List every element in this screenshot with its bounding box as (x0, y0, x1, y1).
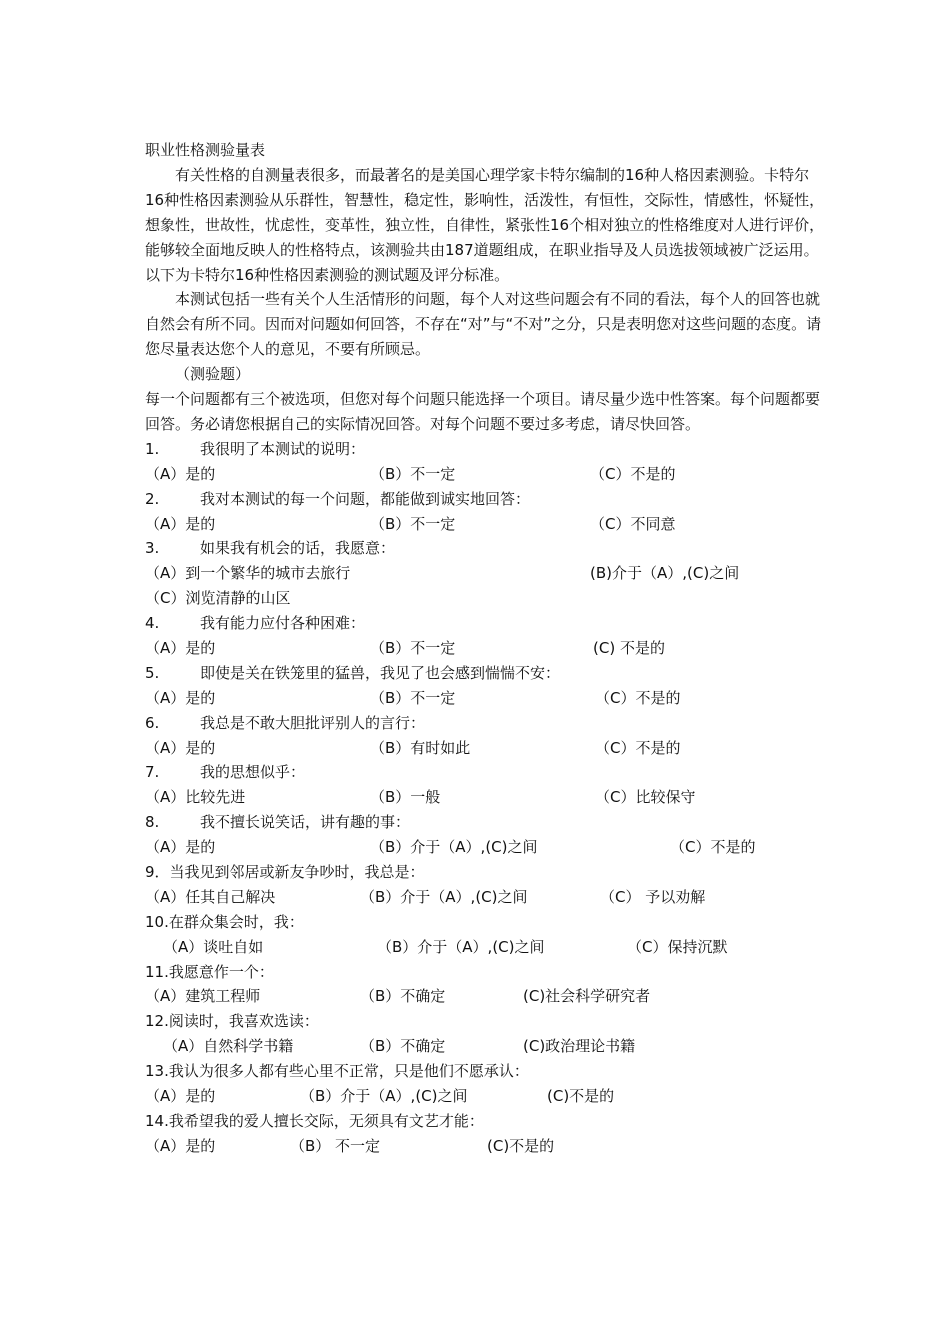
answer-option-c[interactable]: (C)社会科学研究者 (523, 987, 651, 1006)
question-number: 11. (145, 962, 169, 981)
answer-options-row (145, 885, 825, 910)
answer-options-row (145, 984, 825, 1009)
answer-option-c[interactable]: （C）不是的 (590, 464, 676, 483)
question-10 (145, 910, 825, 935)
answer-options-row (145, 636, 825, 661)
answer-option-c[interactable]: (C)不是的 (487, 1136, 555, 1155)
answer-options-row (145, 462, 825, 487)
page-title: 职业性格测验量表 (145, 141, 266, 159)
question-9 (145, 860, 825, 885)
answer-options-row (145, 561, 825, 586)
answer-options-row (145, 1084, 825, 1109)
question-text: 我不擅长说笑话，讲有趣的事： (200, 813, 411, 832)
question-number: 7. (145, 763, 160, 782)
question-14 (145, 1109, 825, 1134)
answer-option-b[interactable]: (B)介于（A）,(C)之间 (590, 564, 740, 583)
question-12 (145, 1009, 825, 1034)
answer-option-a[interactable]: （A）谈吐自如 (163, 937, 264, 956)
question-text: 如果我有机会的话，我愿意： (200, 539, 396, 558)
answer-option-a[interactable]: （A）建筑工程师 (145, 987, 261, 1006)
answer-option-c[interactable]: (C) 不是的 (593, 638, 665, 657)
answer-option-b[interactable]: （B）介于（A）,(C)之间 (300, 1087, 468, 1105)
answer-option-c[interactable]: （C）比较保守 (595, 788, 696, 807)
question-text: 阅读时，我喜欢选读： (168, 1012, 319, 1031)
answer-option-b[interactable]: （B）不一定 (370, 464, 456, 483)
question-1 (145, 437, 825, 462)
intro-paragraph-1: 有关性格的自测量表很多，而最著名的是美国心理学家卡特尔编制的16种人格因素测验。卡特尔16种性格因素测验从乐群性，智慧性，稳定性，影响性，活泼性，有恒性，交际性，情感性，怀疑性，想象性，世故性，忧虑性，变革性，独立性，自律性，紧张性16个相对独立的性格维度对人进行评价，能够较全面地反映人的性格特点，该测验共由187道题组成，在职业指导及人员选拔领域被广泛运用。以下为卡特尔16种性格因素测验的测试题及评分标准。 (145, 165, 825, 284)
question-8 (145, 810, 825, 835)
answer-option-c[interactable]: (C)政治理论书籍 (523, 1037, 636, 1056)
question-number: 9． (145, 862, 170, 881)
answer-option-b[interactable]: （B）介于（A）,(C)之间 (377, 937, 545, 956)
question-text: 在群众集会时，我： (168, 912, 304, 931)
question-text: 我对本测试的每一个问题，都能做到诚实地回答： (200, 489, 531, 508)
question-2 (145, 487, 825, 512)
answer-option-b[interactable]: （B）介于（A）,(C)之间 (370, 838, 538, 857)
answer-option-c[interactable]: （C）不是的 (670, 838, 756, 857)
answer-option-b[interactable]: （B）一般 (370, 788, 441, 807)
question-13 (145, 1059, 825, 1084)
answer-option-c[interactable]: （C） 予以劝解 (600, 887, 706, 906)
answer-option-c[interactable]: （C）不是的 (595, 688, 681, 707)
answer-option-b[interactable]: （B）有时如此 (370, 738, 471, 757)
question-list (145, 437, 825, 1159)
answer-option-c[interactable]: （C）不同意 (590, 514, 676, 533)
question-number: 10. (145, 912, 169, 931)
question-number: 6. (145, 713, 160, 732)
answer-option-a[interactable]: （A）任其自己解决 (145, 887, 276, 906)
question-text: 我希望我的爱人擅长交际，无须具有文艺才能： (168, 1111, 484, 1130)
answer-options-row (145, 1034, 825, 1059)
answer-option-a[interactable]: （A）是的 (145, 738, 216, 757)
question-6 (145, 711, 825, 736)
intro-paragraph-2: 本测试包括一些有关个人生活情形的问题，每个人对这些问题会有不同的看法，每个人的回答也就自然会有所不同。因而对问题如何回答，不存在“对”与“不对”之分，只是表明您对这些问题的态度。请您尽量表达您个人的意见，不要有所顾忌。 (145, 290, 822, 359)
question-3 (145, 536, 825, 561)
section-heading: （测验题） (175, 365, 251, 384)
answer-option-a[interactable]: （A）是的 (145, 1136, 216, 1155)
answer-options-row (145, 835, 825, 860)
document-page (145, 138, 825, 1159)
answer-option-c[interactable]: （C）浏览清静的山区 (145, 589, 291, 608)
answer-option-a[interactable]: （A）是的 (145, 1087, 216, 1105)
question-number: 12. (145, 1012, 169, 1031)
question-text: 当我见到邻居或新友争吵时，我总是： (169, 862, 425, 881)
question-text: 我总是不敢大胆批评别人的言行： (200, 713, 426, 732)
question-number: 14. (145, 1111, 169, 1130)
answer-option-a[interactable]: （A）是的 (145, 514, 216, 533)
question-4 (145, 611, 825, 636)
question-text: 即使是关在铁笼里的猛兽，我见了也会感到惴惴不安： (200, 663, 561, 682)
answer-options-row (145, 1134, 825, 1159)
answer-options-row (145, 686, 825, 711)
answer-option-a[interactable]: （A）到一个繁华的城市去旅行 (145, 564, 351, 583)
answer-options-row (145, 736, 825, 761)
question-7 (145, 760, 825, 785)
answer-option-b[interactable]: （B） 不一定 (290, 1136, 381, 1155)
answer-option-a[interactable]: （A）是的 (145, 688, 216, 707)
question-number: 4. (145, 614, 160, 633)
instructions-paragraph: 每一个问题都有三个被选项，但您对每个问题只能选择一个项目。请尽量少选中性答案。每个问题都要回答。务必请您根据自己的实际情况回答。对每个问题不要过多考虑，请尽快回答。 (145, 390, 821, 433)
question-text: 我很明了本测试的说明： (200, 439, 366, 458)
answer-option-a[interactable]: （A）是的 (145, 464, 216, 483)
answer-option-b[interactable]: （B）不确定 (360, 987, 446, 1006)
answer-options-row (145, 935, 825, 960)
answer-options-row (145, 512, 825, 537)
answer-option-c[interactable]: （C）不是的 (595, 738, 681, 757)
question-number: 13. (145, 1062, 169, 1081)
answer-option-b[interactable]: （B）不确定 (360, 1037, 446, 1056)
answer-options-row (145, 586, 825, 611)
answer-option-a[interactable]: （A）是的 (145, 838, 216, 857)
question-number: 3. (145, 539, 160, 558)
question-text: 我的思想似乎： (200, 763, 306, 782)
answer-option-b[interactable]: （B）介于（A）,(C)之间 (360, 887, 528, 906)
answer-option-b[interactable]: （B）不一定 (370, 688, 456, 707)
answer-option-b[interactable]: （B）不一定 (370, 638, 456, 657)
answer-option-a[interactable]: （A）是的 (145, 638, 216, 657)
question-text: 我愿意作一个： (168, 962, 274, 981)
answer-option-c[interactable]: (C)不是的 (547, 1087, 615, 1105)
answer-option-a[interactable]: （A）自然科学书籍 (163, 1037, 294, 1056)
question-number: 8. (145, 813, 160, 832)
question-number: 5. (145, 663, 160, 682)
answer-option-b[interactable]: （B）不一定 (370, 514, 456, 533)
answer-option-c[interactable]: （C）保持沉默 (627, 937, 728, 956)
question-text: 我有能力应付各种困难： (200, 614, 366, 633)
question-text: 我认为很多人都有些心里不正常，只是他们不愿承认： (168, 1062, 529, 1081)
answer-option-a[interactable]: （A）比较先进 (145, 788, 246, 807)
question-number: 2. (145, 489, 160, 508)
question-number: 1. (145, 439, 160, 458)
question-5 (145, 661, 825, 686)
question-11 (145, 960, 825, 985)
answer-options-row (145, 785, 825, 810)
